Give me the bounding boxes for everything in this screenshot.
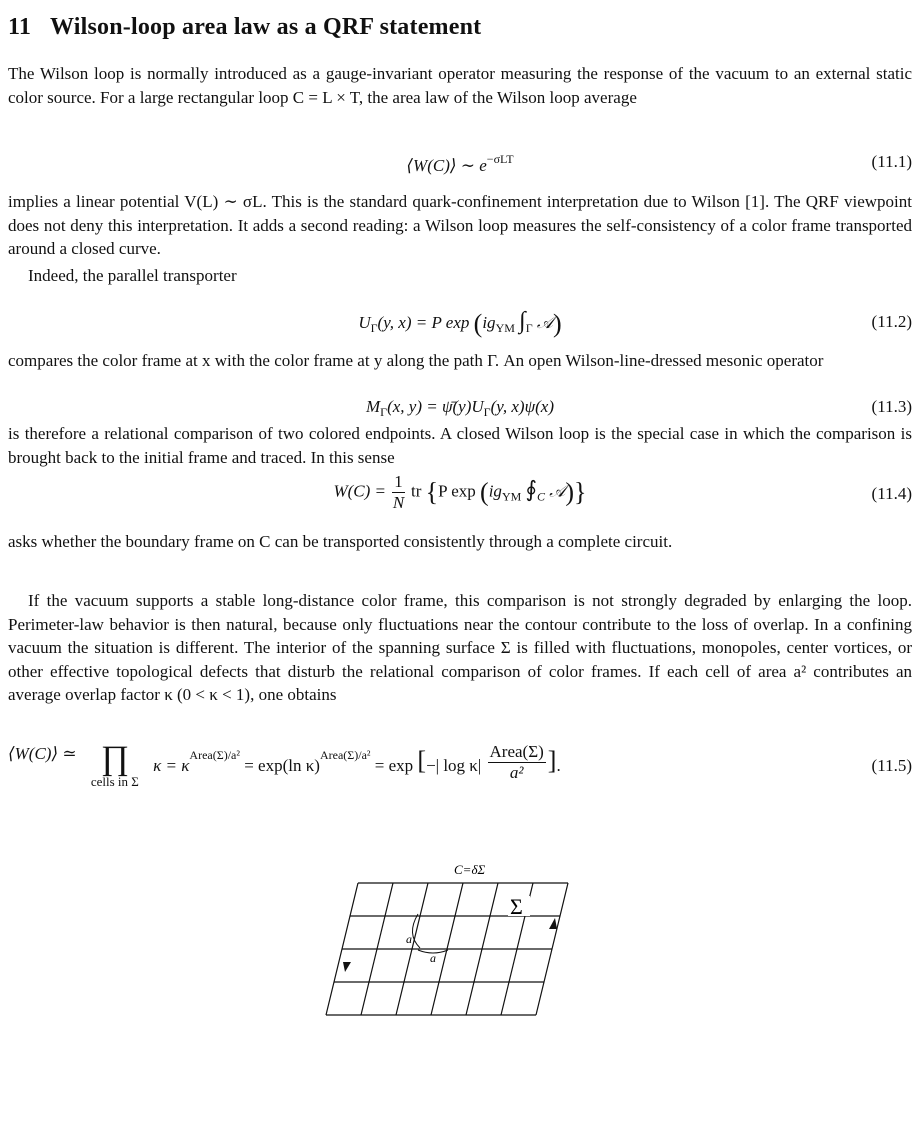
- arrow-up-right-edge: [549, 918, 557, 929]
- figure-top-label: C=δΣ: [454, 862, 486, 877]
- eq4-number: (11.4): [871, 484, 912, 503]
- eq5-fraction: [488, 742, 546, 783]
- grid-lines: [326, 883, 568, 1015]
- arrow-down-left-edge: [343, 962, 351, 972]
- section-title: Wilson-loop area law as a QRF statement: [50, 14, 482, 40]
- paragraph-2: implies a linear potential V(L) ∼ σL. This is the standard quark-confinement interpretation due to Wilson [1]. The QRF viewpoint does not deny this interpretation. It adds a second reading: a Wilson loop measures the self-consistency of a color frame transported around a closed curve.: [8, 192, 912, 258]
- eq5-k3: = exp: [374, 756, 414, 775]
- eq5-exp2: Area(Σ)/a²: [319, 748, 371, 762]
- eq5-k2: = exp(ln κ): [244, 756, 320, 775]
- equation-11-5: [8, 740, 912, 804]
- eq4-coupling-sub: YM: [501, 489, 522, 504]
- eq4-frac-den: N: [392, 493, 405, 512]
- eq4-integral-sub: C: [537, 489, 546, 504]
- eq2-args: (y, x) = P exp: [377, 313, 470, 332]
- eq2-lhs-sub: Γ: [370, 321, 378, 335]
- eq4-pexp: P exp: [438, 481, 476, 501]
- eq3-mid: (x, y) = ψ̄(y)U: [387, 397, 484, 416]
- eq3-m-sub: Γ: [380, 405, 388, 419]
- eq5-k1: κ = κ: [153, 756, 190, 775]
- eq4-field: 𝒜: [549, 481, 566, 501]
- eq2-lhs: U: [358, 313, 371, 332]
- eq2-number: (11.2): [871, 312, 912, 331]
- eq1-exponent: −σLT: [486, 152, 514, 166]
- eq5-frac-num: Area(Σ): [489, 742, 544, 761]
- paragraph-7: If the vacuum supports a stable long-distance color frame, this comparison is not strongly degraded by enlarging the loop. Perimeter-law behavior is then natural, because only fluctuations near the contour contribute to the loss of overlap. In a confining vacuum the situation is different. The interior of the spanning surface Σ is filled with fluctuations, monopoles, center vortices, or other effective topological defects that disturb the relational comparison of color frames. If each cell of area a² contributes an average overlap factor κ (0 < κ < 1), one obtains: [8, 591, 912, 704]
- eq4-open-brace: {: [425, 477, 439, 507]
- eq4-trace: tr: [411, 481, 422, 501]
- eq4-close-paren: ): [565, 477, 575, 507]
- eq2-integral: ∫: [519, 308, 526, 334]
- eq2-coupling: ig: [482, 313, 496, 332]
- eq4-frac-num: 1: [394, 472, 403, 491]
- eq5-number: (11.5): [871, 756, 912, 775]
- eq4-contour-integral: ∮: [525, 476, 537, 502]
- eq4-open-paren: (: [480, 477, 489, 507]
- paragraph-3: Indeed, the parallel transporter: [28, 266, 237, 285]
- eq5-tail: .: [556, 756, 561, 775]
- eq2-open-paren: (: [473, 309, 483, 339]
- eq2-close-paren: ): [553, 309, 562, 339]
- eq1-lhs: ⟨W(C)⟩ ∼ e: [406, 156, 487, 175]
- eq4-close-brace: }: [574, 477, 587, 507]
- eq5-exp1: Area(Σ)/a²: [189, 748, 240, 762]
- a-horizontal-label: a: [430, 951, 436, 965]
- eq5-lhs: ⟨W(C)⟩ ≃: [8, 744, 77, 763]
- eq4-coupling: ig: [488, 481, 502, 501]
- eq5-k4: −| log κ|: [426, 756, 482, 775]
- eq5-product-symbol: ∏: [100, 740, 129, 777]
- eq4-lhs: W(C) =: [333, 481, 387, 501]
- section-number: 11: [8, 14, 32, 40]
- paragraph-5: is therefore a relational comparison of two colored endpoints. A closed Wilson loop is the special case in which the comparison is brought back to the initial frame and traced. In this sense: [8, 424, 912, 467]
- section-heading: [8, 14, 481, 41]
- a-vertical-label: a: [406, 932, 412, 946]
- eq2-coupling-sub: YM: [495, 321, 515, 335]
- equation-11-1: [8, 152, 912, 178]
- eq5-product: [90, 740, 139, 790]
- eq3-u-sub: Γ: [483, 405, 491, 419]
- eq2-field: 𝒜: [536, 313, 554, 332]
- equation-11-4: [8, 470, 912, 518]
- eq1-number: (11.1): [871, 152, 912, 171]
- eq3-number: (11.3): [871, 397, 912, 416]
- sigma-label: Σ: [510, 894, 523, 919]
- wilson-loop-grid-figure: [8, 856, 912, 1116]
- eq5-product-sub: cells in Σ: [90, 774, 139, 789]
- eq5-close-bracket: ]: [547, 746, 557, 775]
- eq2-integral-sub: Γ: [525, 321, 533, 335]
- paragraph-4: compares the color frame at x with the color frame at y along the path Γ. An open Wilson-line-dressed mesonic operator: [8, 351, 824, 370]
- eq4-fraction: [392, 472, 405, 513]
- eq3-m: M: [365, 397, 381, 416]
- paragraph-6: asks whether the boundary frame on C can be transported consistently through a complete circuit.: [8, 532, 673, 551]
- paragraph-1: The Wilson loop is normally introduced as a gauge-invariant operator measuring the response of the vacuum to an external static color source. For a large rectangular loop C = L × T, the area law of the Wilson loop average: [8, 64, 912, 107]
- equation-11-2: [8, 300, 912, 340]
- eq5-open-bracket: [: [417, 746, 427, 775]
- eq3-end: (y, x)ψ(x): [490, 397, 555, 416]
- equation-11-3: [8, 397, 912, 423]
- eq5-frac-den: a²: [509, 763, 524, 782]
